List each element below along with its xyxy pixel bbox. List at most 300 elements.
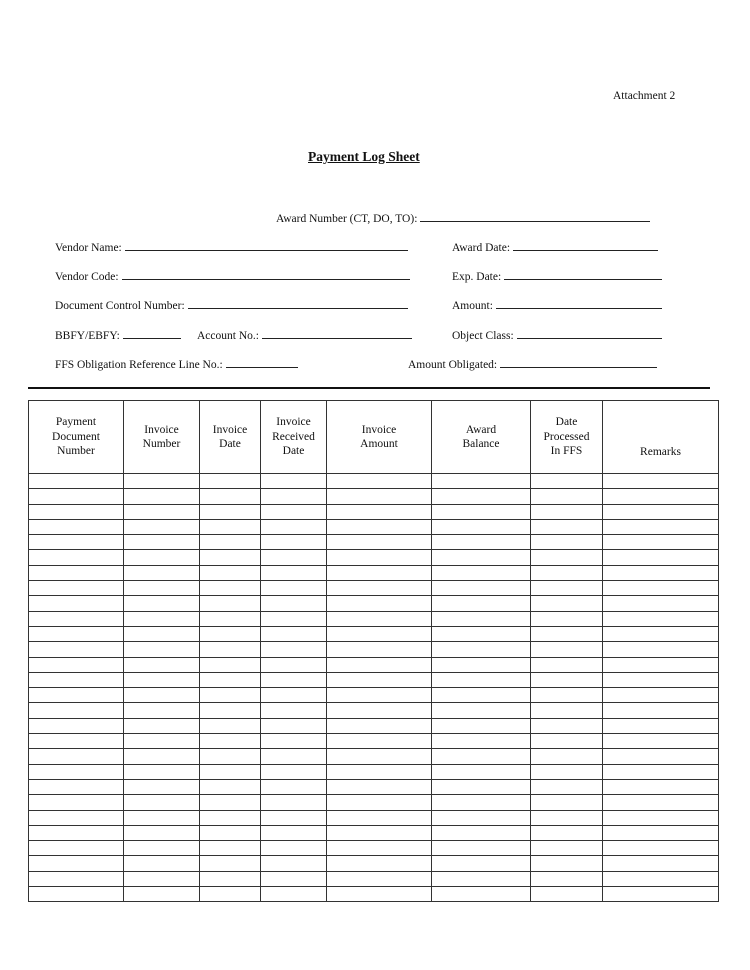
table-cell[interactable] — [29, 581, 124, 596]
table-row — [29, 825, 719, 840]
table-cell[interactable] — [432, 672, 531, 687]
table-row — [29, 565, 719, 580]
table-cell[interactable] — [29, 489, 124, 504]
table-cell[interactable] — [432, 764, 531, 779]
table-cell[interactable] — [124, 779, 200, 794]
table-cell[interactable] — [124, 565, 200, 580]
table-cell[interactable] — [531, 519, 603, 534]
table-cell[interactable] — [432, 703, 531, 718]
table-cell[interactable] — [200, 596, 261, 611]
table-cell[interactable] — [124, 825, 200, 840]
table-cell[interactable] — [261, 489, 327, 504]
table-cell[interactable] — [261, 825, 327, 840]
table-cell[interactable] — [531, 779, 603, 794]
table-cell[interactable] — [603, 734, 719, 749]
table-cell[interactable] — [261, 887, 327, 902]
header-text: Date — [282, 445, 305, 458]
table-cell[interactable] — [261, 856, 327, 871]
header-text: Document — [52, 430, 100, 443]
table-cell[interactable] — [261, 810, 327, 825]
table-cell[interactable] — [29, 519, 124, 534]
table-cell[interactable] — [200, 581, 261, 596]
table-cell[interactable] — [29, 718, 124, 733]
table-cell[interactable] — [200, 626, 261, 641]
table-cell[interactable] — [603, 703, 719, 718]
table-cell[interactable] — [200, 489, 261, 504]
table-cell[interactable] — [531, 535, 603, 550]
header-text: Invoice — [144, 423, 179, 436]
field-label: FFS Obligation Reference Line No.: — [55, 359, 223, 371]
table-cell[interactable] — [327, 718, 432, 733]
table-row — [29, 734, 719, 749]
field-label: BBFY/EBFY: — [55, 330, 120, 342]
table-cell[interactable] — [432, 550, 531, 565]
table-cell[interactable] — [29, 626, 124, 641]
table-cell[interactable] — [327, 611, 432, 626]
vendor-name-field[interactable] — [55, 240, 408, 254]
table-cell[interactable] — [261, 535, 327, 550]
table-cell[interactable] — [531, 550, 603, 565]
table-cell[interactable] — [124, 581, 200, 596]
header-row — [29, 401, 719, 474]
table-cell[interactable] — [200, 703, 261, 718]
table-cell[interactable] — [327, 550, 432, 565]
table-row — [29, 871, 719, 886]
table-cell[interactable] — [531, 642, 603, 657]
table-cell[interactable] — [432, 734, 531, 749]
header-text: In FFS — [550, 445, 583, 458]
table-cell[interactable] — [29, 871, 124, 886]
table-cell[interactable] — [327, 657, 432, 672]
table-cell[interactable] — [327, 795, 432, 810]
table-cell[interactable] — [124, 749, 200, 764]
table-cell[interactable] — [261, 596, 327, 611]
table-cell[interactable] — [531, 749, 603, 764]
table-cell[interactable] — [29, 657, 124, 672]
header-text: Payment — [55, 416, 97, 429]
bbfy-ebfy-field[interactable] — [55, 328, 181, 342]
table-cell[interactable] — [531, 688, 603, 703]
table-cell[interactable] — [29, 672, 124, 687]
table-cell[interactable] — [261, 642, 327, 657]
table-cell[interactable] — [261, 519, 327, 534]
table-cell[interactable] — [124, 795, 200, 810]
table-cell[interactable] — [531, 764, 603, 779]
award-number-field[interactable] — [276, 211, 650, 225]
table-cell[interactable] — [432, 795, 531, 810]
table-cell[interactable] — [29, 474, 124, 489]
table-cell[interactable] — [200, 871, 261, 886]
table-row — [29, 611, 719, 626]
table-row — [29, 749, 719, 764]
table-cell[interactable] — [327, 474, 432, 489]
table-cell[interactable] — [603, 749, 719, 764]
table-cell[interactable] — [432, 504, 531, 519]
amount-obligated-field[interactable] — [408, 357, 657, 371]
table-cell[interactable] — [124, 626, 200, 641]
table-cell[interactable] — [432, 718, 531, 733]
table-cell[interactable] — [531, 565, 603, 580]
table-row — [29, 764, 719, 779]
table-cell[interactable] — [531, 841, 603, 856]
table-cell[interactable] — [603, 642, 719, 657]
table-cell[interactable] — [261, 718, 327, 733]
table-cell[interactable] — [261, 688, 327, 703]
table-cell[interactable] — [531, 856, 603, 871]
table-cell[interactable] — [327, 749, 432, 764]
table-cell[interactable] — [531, 825, 603, 840]
table-cell[interactable] — [531, 581, 603, 596]
page-title: Payment Log Sheet — [308, 149, 420, 164]
table-cell[interactable] — [327, 810, 432, 825]
field-label: Award Number (CT, DO, TO): — [276, 213, 418, 225]
table-cell[interactable] — [200, 688, 261, 703]
exp-date-field[interactable] — [452, 269, 662, 283]
table-cell[interactable] — [29, 596, 124, 611]
field-label: Amount: — [452, 300, 493, 312]
table-cell[interactable] — [200, 565, 261, 580]
table-cell[interactable] — [124, 596, 200, 611]
table-cell[interactable] — [29, 825, 124, 840]
table-cell[interactable] — [432, 474, 531, 489]
table-cell[interactable] — [124, 611, 200, 626]
table-cell[interactable] — [327, 489, 432, 504]
table-cell[interactable] — [603, 672, 719, 687]
table-cell[interactable] — [603, 779, 719, 794]
table-cell[interactable] — [124, 871, 200, 886]
table-cell[interactable] — [200, 734, 261, 749]
table-cell[interactable] — [124, 764, 200, 779]
table-cell[interactable] — [29, 841, 124, 856]
header-text: Number — [57, 445, 95, 458]
table-cell[interactable] — [200, 718, 261, 733]
table-cell[interactable] — [124, 703, 200, 718]
award-date-field[interactable] — [452, 240, 658, 254]
table-cell[interactable] — [327, 856, 432, 871]
table-cell[interactable] — [327, 734, 432, 749]
table-cell[interactable] — [29, 703, 124, 718]
table-cell[interactable] — [531, 626, 603, 641]
table-cell[interactable] — [124, 474, 200, 489]
table-cell[interactable] — [261, 764, 327, 779]
header-text: Amount — [360, 438, 398, 450]
table-cell[interactable] — [200, 657, 261, 672]
table-cell[interactable] — [200, 672, 261, 687]
table-cell[interactable] — [603, 871, 719, 886]
table-cell[interactable] — [29, 611, 124, 626]
table-row — [29, 626, 719, 641]
table-cell[interactable] — [29, 810, 124, 825]
table-cell[interactable] — [124, 642, 200, 657]
table-row — [29, 657, 719, 672]
table-cell[interactable] — [531, 734, 603, 749]
table-cell[interactable] — [327, 581, 432, 596]
vendor-code-field[interactable] — [55, 269, 410, 283]
table-cell[interactable] — [603, 565, 719, 580]
table-cell[interactable] — [603, 611, 719, 626]
table-row — [29, 779, 719, 794]
table-cell[interactable] — [200, 887, 261, 902]
table-cell[interactable] — [432, 565, 531, 580]
amount-field[interactable] — [452, 298, 662, 312]
table-cell[interactable] — [124, 519, 200, 534]
table-cell[interactable] — [432, 489, 531, 504]
field-label: Award Date: — [452, 242, 511, 254]
table-cell[interactable] — [200, 825, 261, 840]
table-cell[interactable] — [29, 749, 124, 764]
table-row — [29, 795, 719, 810]
table-cell[interactable] — [603, 596, 719, 611]
table-row — [29, 856, 719, 871]
table-cell[interactable] — [29, 504, 124, 519]
table-cell[interactable] — [603, 887, 719, 902]
table-cell[interactable] — [327, 887, 432, 902]
header-text: Date — [219, 438, 241, 450]
table-cell[interactable] — [200, 550, 261, 565]
header-text: Invoice — [276, 416, 311, 429]
table-cell[interactable] — [200, 749, 261, 764]
table-cell[interactable] — [200, 856, 261, 871]
table-cell[interactable] — [200, 779, 261, 794]
table-cell[interactable] — [327, 688, 432, 703]
table-cell[interactable] — [261, 611, 327, 626]
table-cell[interactable] — [432, 535, 531, 550]
table-cell[interactable] — [200, 519, 261, 534]
table-cell[interactable] — [261, 581, 327, 596]
table-cell[interactable] — [261, 672, 327, 687]
table-row — [29, 535, 719, 550]
column-header — [200, 401, 261, 474]
header-text: Balance — [462, 438, 500, 450]
ffs-obligation-field[interactable] — [55, 357, 298, 371]
table-cell[interactable] — [124, 504, 200, 519]
table-cell[interactable] — [603, 474, 719, 489]
table-row — [29, 810, 719, 825]
table-cell[interactable] — [29, 856, 124, 871]
table-cell[interactable] — [124, 887, 200, 902]
table-cell[interactable] — [603, 489, 719, 504]
table-cell[interactable] — [603, 550, 719, 565]
table-cell[interactable] — [261, 871, 327, 886]
table-cell[interactable] — [29, 887, 124, 902]
table-cell[interactable] — [531, 596, 603, 611]
table-row — [29, 642, 719, 657]
table-cell[interactable] — [531, 489, 603, 504]
header-text: Remarks — [640, 445, 681, 458]
table-cell[interactable] — [531, 611, 603, 626]
column-header — [603, 401, 719, 474]
table-row — [29, 887, 719, 902]
table-cell[interactable] — [327, 825, 432, 840]
table-cell[interactable] — [603, 504, 719, 519]
field-label: Amount Obligated: — [408, 359, 498, 371]
table-cell[interactable] — [261, 749, 327, 764]
table-cell[interactable] — [603, 856, 719, 871]
table-cell[interactable] — [432, 519, 531, 534]
table-cell[interactable] — [531, 887, 603, 902]
table-cell[interactable] — [200, 504, 261, 519]
header-text: Invoice — [361, 423, 397, 436]
table-cell[interactable] — [200, 611, 261, 626]
table-row — [29, 489, 719, 504]
table-cell[interactable] — [261, 657, 327, 672]
table-cell[interactable] — [327, 841, 432, 856]
table-cell[interactable] — [327, 779, 432, 794]
table-cell[interactable] — [432, 871, 531, 886]
column-header — [261, 401, 327, 474]
field-label: Document Control Number: — [55, 300, 185, 312]
table-cell[interactable] — [603, 718, 719, 733]
table-cell[interactable] — [124, 810, 200, 825]
table-cell[interactable] — [327, 626, 432, 641]
table-cell[interactable] — [432, 581, 531, 596]
table-cell[interactable] — [261, 703, 327, 718]
table-cell[interactable] — [200, 642, 261, 657]
table-cell[interactable] — [432, 810, 531, 825]
table-cell[interactable] — [327, 703, 432, 718]
table-row — [29, 474, 719, 489]
table-cell[interactable] — [29, 688, 124, 703]
table-cell[interactable] — [531, 474, 603, 489]
table-row — [29, 703, 719, 718]
table-cell[interactable] — [327, 535, 432, 550]
table-cell[interactable] — [531, 718, 603, 733]
column-header — [29, 401, 124, 474]
table-row — [29, 672, 719, 687]
table-cell[interactable] — [432, 626, 531, 641]
table-cell[interactable] — [327, 642, 432, 657]
table-cell[interactable] — [327, 565, 432, 580]
payment-log-table — [28, 400, 719, 902]
table-cell[interactable] — [29, 795, 124, 810]
table-row — [29, 519, 719, 534]
table-cell[interactable] — [531, 703, 603, 718]
table-cell[interactable] — [29, 535, 124, 550]
attachment-label: Attachment 2 — [613, 90, 676, 102]
table-cell[interactable] — [124, 688, 200, 703]
table-cell[interactable] — [531, 795, 603, 810]
table-cell[interactable] — [29, 734, 124, 749]
table-row — [29, 581, 719, 596]
table-cell[interactable] — [261, 779, 327, 794]
table-cell[interactable] — [124, 718, 200, 733]
table-cell[interactable] — [603, 841, 719, 856]
header-text: Number — [142, 438, 181, 450]
table-cell[interactable] — [603, 535, 719, 550]
table-cell[interactable] — [531, 810, 603, 825]
table-cell[interactable] — [124, 535, 200, 550]
table-cell[interactable] — [432, 688, 531, 703]
table-row — [29, 688, 719, 703]
table-cell[interactable] — [124, 550, 200, 565]
table-cell[interactable] — [603, 519, 719, 534]
table-cell[interactable] — [200, 795, 261, 810]
table-cell[interactable] — [603, 657, 719, 672]
table-cell[interactable] — [531, 871, 603, 886]
table-cell[interactable] — [29, 779, 124, 794]
field-label: Object Class: — [452, 330, 514, 342]
table-cell[interactable] — [29, 565, 124, 580]
table-cell[interactable] — [531, 672, 603, 687]
column-header — [327, 401, 432, 474]
table-cell[interactable] — [432, 825, 531, 840]
table-cell[interactable] — [261, 795, 327, 810]
table-cell[interactable] — [261, 550, 327, 565]
table-cell[interactable] — [29, 550, 124, 565]
table-cell[interactable] — [124, 672, 200, 687]
table-cell[interactable] — [261, 626, 327, 641]
account-no-field[interactable] — [197, 328, 412, 342]
table-cell[interactable] — [603, 688, 719, 703]
table-cell[interactable] — [327, 519, 432, 534]
table-cell[interactable] — [603, 795, 719, 810]
table-cell[interactable] — [261, 474, 327, 489]
table-cell[interactable] — [603, 764, 719, 779]
header-text: Award — [465, 423, 497, 436]
table-row — [29, 718, 719, 733]
table-cell[interactable] — [531, 504, 603, 519]
table-cell[interactable] — [603, 581, 719, 596]
table-cell[interactable] — [432, 657, 531, 672]
table-cell[interactable] — [200, 841, 261, 856]
table-cell[interactable] — [124, 489, 200, 504]
table-cell[interactable] — [261, 504, 327, 519]
table-cell[interactable] — [531, 657, 603, 672]
table-cell[interactable] — [603, 825, 719, 840]
table-cell[interactable] — [124, 841, 200, 856]
table-cell[interactable] — [327, 764, 432, 779]
table-cell[interactable] — [124, 856, 200, 871]
table-cell[interactable] — [432, 856, 531, 871]
document-control-number-field[interactable] — [55, 298, 408, 312]
table-cell[interactable] — [261, 734, 327, 749]
table-cell[interactable] — [432, 841, 531, 856]
table-cell[interactable] — [432, 749, 531, 764]
table-cell[interactable] — [327, 596, 432, 611]
header-text: Processed — [543, 430, 590, 443]
table-cell[interactable] — [603, 810, 719, 825]
table-cell[interactable] — [327, 672, 432, 687]
table-cell[interactable] — [200, 810, 261, 825]
table-cell[interactable] — [432, 642, 531, 657]
table-cell[interactable] — [261, 841, 327, 856]
table-cell[interactable] — [200, 474, 261, 489]
table-row — [29, 550, 719, 565]
table-cell[interactable] — [432, 779, 531, 794]
table-cell[interactable] — [261, 565, 327, 580]
divider — [28, 387, 710, 389]
table-cell[interactable] — [29, 642, 124, 657]
table-cell[interactable] — [432, 611, 531, 626]
column-header — [531, 401, 603, 474]
field-label: Exp. Date: — [452, 271, 502, 283]
table-cell[interactable] — [432, 596, 531, 611]
table-cell[interactable] — [200, 764, 261, 779]
table-cell[interactable] — [327, 871, 432, 886]
header-text: Date — [555, 416, 578, 429]
table-cell[interactable] — [603, 626, 719, 641]
table-cell[interactable] — [124, 657, 200, 672]
header-text: Received — [272, 430, 315, 443]
column-header — [124, 401, 200, 474]
object-class-field[interactable] — [452, 328, 662, 342]
table-cell[interactable] — [432, 887, 531, 902]
table-cell[interactable] — [200, 535, 261, 550]
header-text: Invoice — [212, 423, 248, 436]
table-cell[interactable] — [29, 764, 124, 779]
table-cell[interactable] — [124, 734, 200, 749]
table-cell[interactable] — [327, 504, 432, 519]
